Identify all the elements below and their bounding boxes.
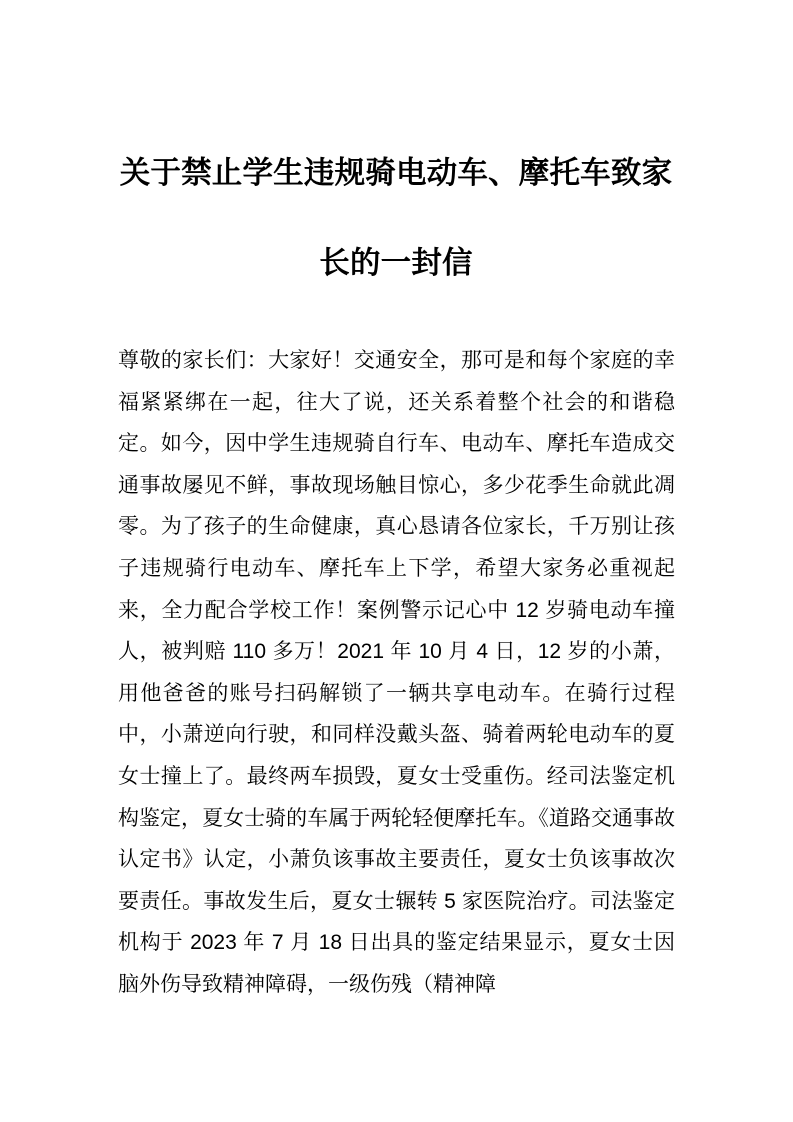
body-paragraph: 尊敬的家长们：大家好！交通安全，那可是和每个家庭的幸福紧紧绑在一起，往大了说，还关系着整个社会的和谐稳定。如今，因中学生违规骑自行车、电动车、摩托车造成交通事故屡见不鲜，事故现场触目惊心，多少花季生命就此凋零。为了孩子的生命健康，真心恳请各位家长，千万别让孩子违规骑行电动车、摩托车上下学，希望大家务必重视起来，全力配合学校工作！案例警示记心中 12 岁骑电动车撞人，被判赔 110 多万！2021 年 10 月 4 日，12 岁的小萧，用他爸爸的账号扫码解锁了一辆共享电动车。在骑行过程中，小萧逆向行驶，和同样没戴头盔、骑着两轮电动车的夏女士撞上了。最终两车损毁，夏女士受重伤。经司法鉴定机构鉴定，夏女士骑的车属于两轮轻便摩托车。《道路交通事故认定书》认定，小萧负该事故主要责任，夏女士负该事故次要责任。事故发生后，夏女士辗转 5 家医院治疗。司法鉴定机构于 2023 年 7 月 18 日出具的鉴定结果显示，夏女士因脑外伤导致精神障碍，一级伤残（精神障	[118, 349, 675, 996]
page-title: 关于禁止学生违规骑电动车、摩托车致家长的一封信	[119, 156, 673, 280]
